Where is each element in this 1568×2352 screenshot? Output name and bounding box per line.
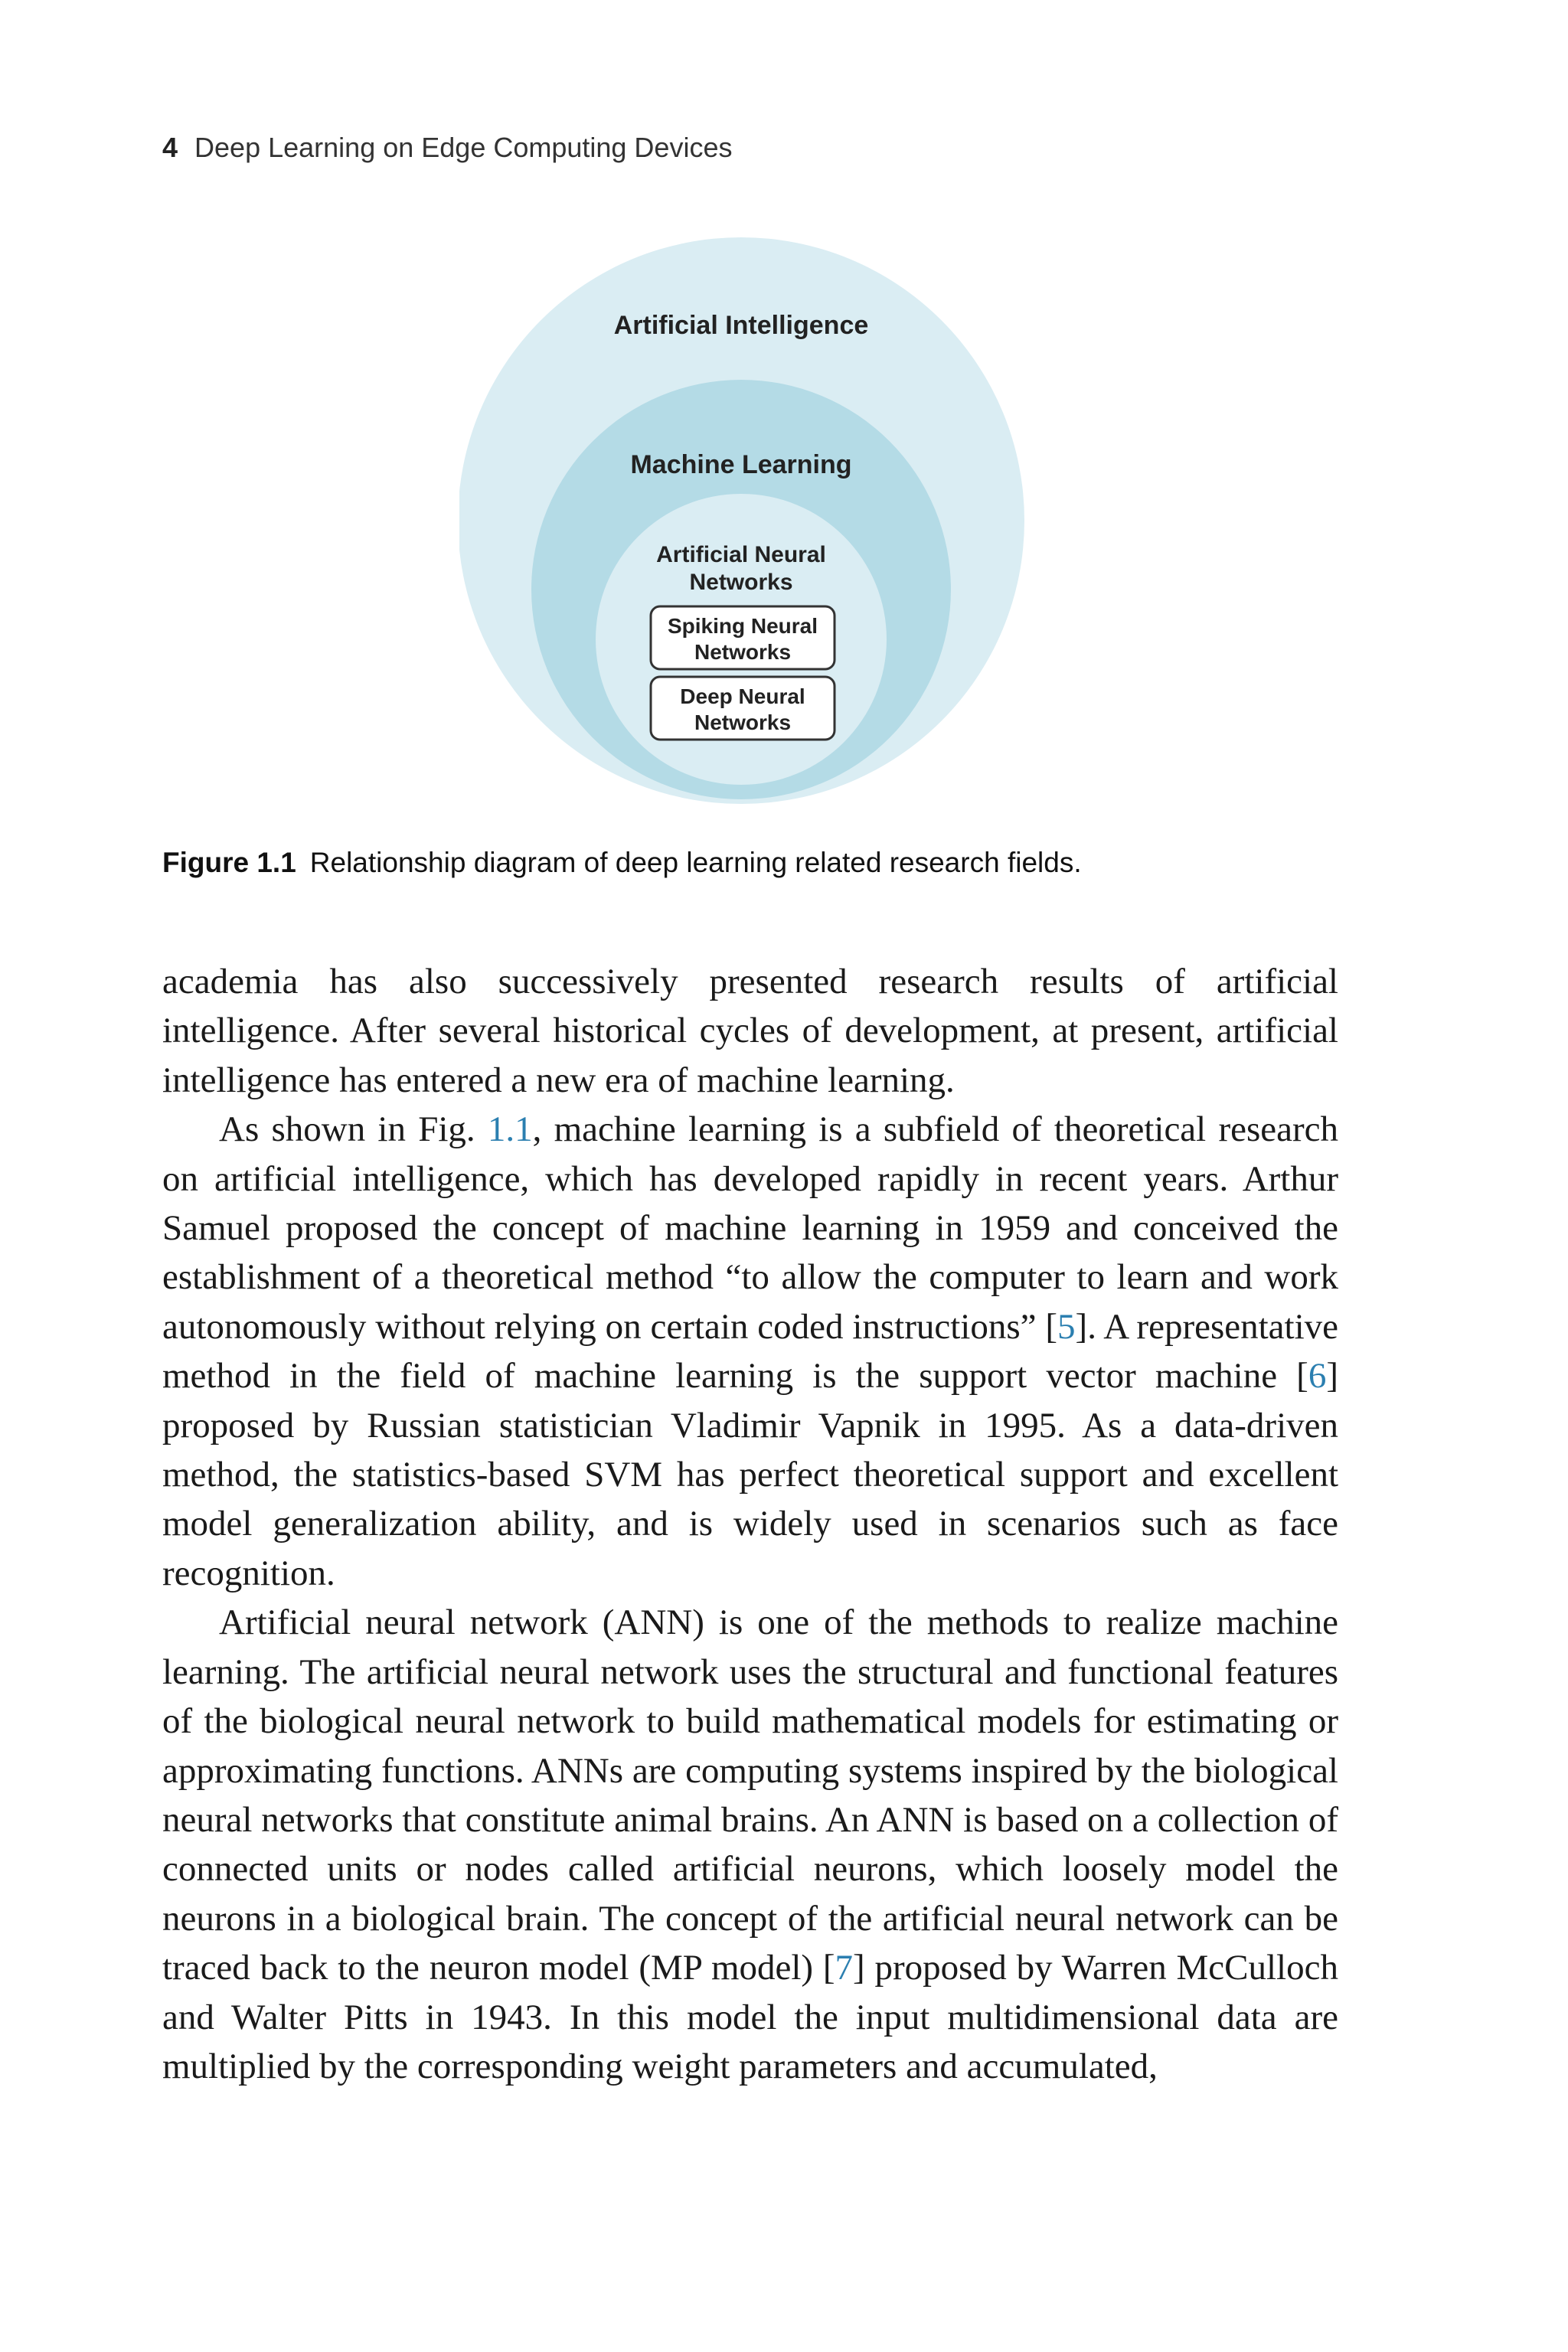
paragraph-2-part-d: ] proposed by Russian statistician Vladimir Vapnik in 1995. As a data-driven method, the statistics-based SVM has perfect theoretical support and excellent model generalization ability, and is widely used in scenarios such as face recognition. [162, 1356, 1338, 1593]
paragraph-2-part-b: , machine learning is a subfield of theoretical research on artificial intelligence, which has developed rapidly in recent years. Arthur Samuel proposed the concept of machine learning in 1959 and conceived the establishment of a theoretical method “to allow the computer to learn and work autonomously without relying on certain coded instructions” [ [162, 1109, 1338, 1347]
figure-caption [162, 847, 1082, 879]
figure-caption-text: Relationship diagram of deep learning related research fields. [309, 847, 1082, 878]
paragraph-3-part-b: ] proposed by Warren McCulloch and Walter Pitts in 1943. In this model the input multidimensional data are multiplied by the corresponding weight parameters and accumulated, [162, 1948, 1338, 2086]
paragraph-3-part-a: Artificial neural network (ANN) is one of the methods to realize machine learning. The artificial neural network uses the structural and functional features of the biological neural network to build mathematical models for estimating or approximating functions. ANNs are computing systems inspired by the biological neural networks that constitute animal brains. An ANN is based on a collection of connected units or nodes called artificial neurons, which loosely model the neurons in a biological brain. The concept of the artificial neural network can be traced back to the neuron model (MP model) [ [162, 1602, 1338, 1988]
label-dnn-line2: Networks [694, 710, 792, 734]
label-dnn-line1: Deep Neural [680, 684, 805, 708]
label-snn-line1: Spiking Neural [667, 614, 818, 638]
page-number: 4 [162, 132, 178, 163]
label-ann-line2: Networks [689, 570, 793, 595]
citation-ref-7[interactable]: 7 [835, 1948, 854, 1988]
figure-caption-label: Figure 1.1 [162, 847, 296, 878]
figure-1-1 [459, 230, 1041, 827]
figure-ref-1-1[interactable]: 1.1 [487, 1109, 533, 1150]
paragraph-1: academia has also successively presented research results of artificial intelligence. After several historical cycles of development, at present, artificial intelligence has entered a new era of machine learning. [162, 962, 1338, 1100]
paragraph-2-part-c: ]. A representative method in the field of machine learning is the support vector machine [ [162, 1306, 1339, 1396]
label-ann-line1: Artificial Neural [656, 542, 826, 567]
running-header [162, 132, 732, 164]
label-machine-learning: Machine Learning [630, 450, 852, 479]
paragraph-3 [162, 1598, 1338, 2091]
venn-diagram [459, 230, 1041, 827]
running-title: Deep Learning on Edge Computing Devices [194, 132, 733, 163]
label-artificial-intelligence: Artificial Intelligence [613, 311, 869, 340]
paragraph-2 [162, 1105, 1338, 1598]
citation-ref-5[interactable]: 5 [1057, 1306, 1076, 1347]
paragraph-2-part-a: As shown in Fig. [219, 1109, 488, 1150]
label-snn-line2: Networks [694, 640, 792, 664]
body-text [162, 957, 1338, 2091]
citation-ref-6[interactable]: 6 [1308, 1356, 1327, 1396]
